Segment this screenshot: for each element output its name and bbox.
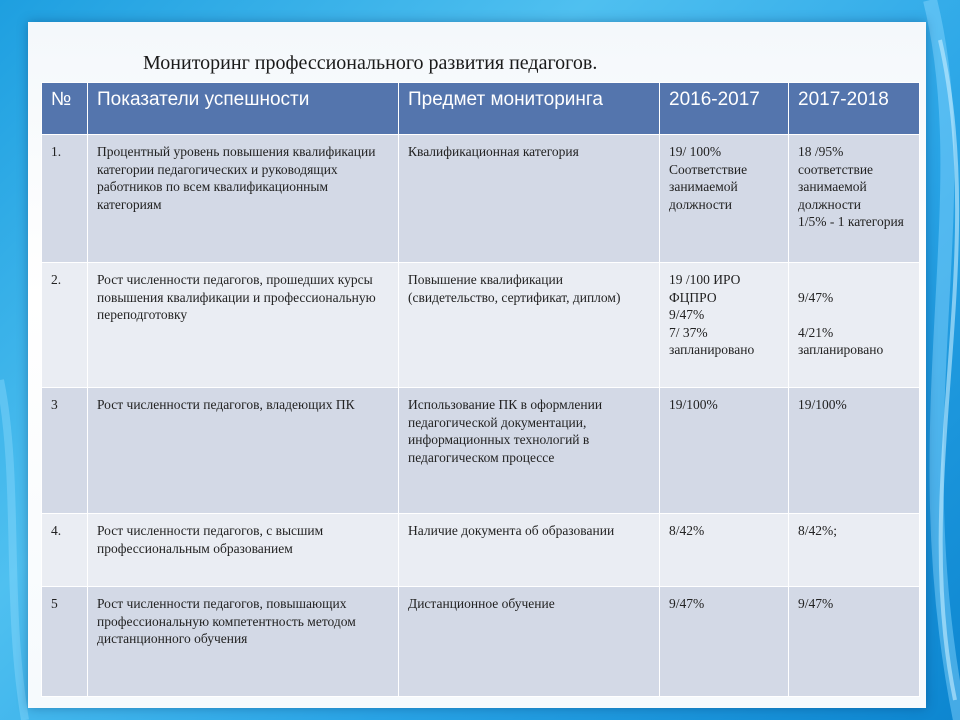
row-value-2016-2017: 8/42%: [660, 514, 789, 587]
monitoring-table: [41, 82, 920, 697]
header-year-2017-2018: 2017-2018: [789, 83, 920, 135]
row-subject: Квалификационная категория: [399, 135, 660, 263]
row-value-2016-2017: 19 /100 ИРО ФЦПРО 9/47% 7/ 37% запланировано: [660, 263, 789, 388]
table-row: [42, 388, 920, 514]
row-indicator: Рост численности педагогов, владеющих ПК: [88, 388, 399, 514]
row-subject: Повышение квалификации (свидетельство, сертификат, диплом): [399, 263, 660, 388]
row-value-2017-2018: 9/47% 4/21% запланировано: [789, 263, 920, 388]
row-value-2017-2018: 8/42%;: [789, 514, 920, 587]
row-value-2017-2018: 19/100%: [789, 388, 920, 514]
row-number: 3: [42, 388, 88, 514]
row-number: 2.: [42, 263, 88, 388]
row-subject: Использование ПК в оформлении педагогической документации, информационных технологий в педагогическом процессе: [399, 388, 660, 514]
row-indicator: Процентный уровень повышения квалификации категории педагогических и руководящих работников по всем квалификационным категориям: [88, 135, 399, 263]
row-indicator: Рост численности педагогов, прошедших курсы повышения квалификации и профессиональную переподготовку: [88, 263, 399, 388]
header-indicators: Показатели успешности: [88, 83, 399, 135]
row-value-2017-2018: 18 /95% соответствие занимаемой должности 1/5% - 1 категория: [789, 135, 920, 263]
table-row: [42, 263, 920, 388]
row-value-2016-2017: 19/100%: [660, 388, 789, 514]
header-year-2016-2017: 2016-2017: [660, 83, 789, 135]
row-indicator: Рост численности педагогов, повышающих профессиональную компетентность методом дистанционного обучения: [88, 587, 399, 697]
row-number: 4.: [42, 514, 88, 587]
page-title: Мониторинг профессионального развития педагогов.: [143, 52, 598, 74]
row-number: 5: [42, 587, 88, 697]
header-number: №: [42, 83, 88, 135]
table-row: [42, 514, 920, 587]
row-subject: Дистанционное обучение: [399, 587, 660, 697]
row-indicator: Рост численности педагогов, с высшим профессиональным образованием: [88, 514, 399, 587]
row-value-2016-2017: 9/47%: [660, 587, 789, 697]
table-row: [42, 135, 920, 263]
row-value-2017-2018: 9/47%: [789, 587, 920, 697]
table-header-row: [42, 83, 920, 135]
row-value-2016-2017: 19/ 100% Соответствие занимаемой должности: [660, 135, 789, 263]
row-subject: Наличие документа об образовании: [399, 514, 660, 587]
row-number: 1.: [42, 135, 88, 263]
table-row: [42, 587, 920, 697]
header-subject: Предмет мониторинга: [399, 83, 660, 135]
